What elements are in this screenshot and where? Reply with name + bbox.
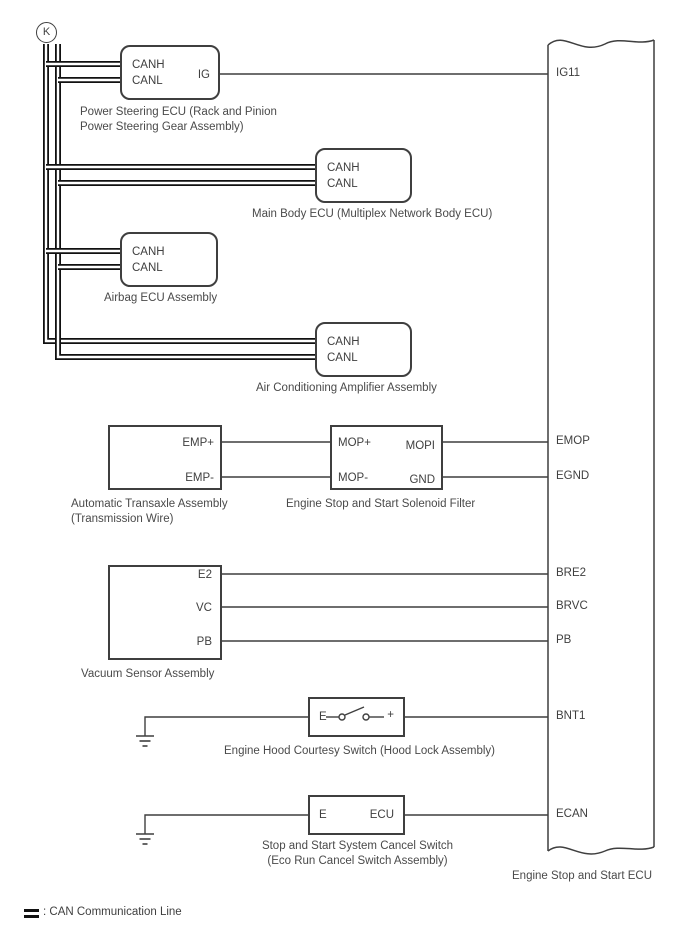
wire-cancel-to-ground: [145, 815, 308, 834]
pin-mop-minus: MOP-: [338, 472, 369, 484]
main-body-ecu-box: [315, 148, 412, 203]
pin-canl: CANL: [327, 352, 358, 364]
main-body-ecu-label-line1: Main Body ECU (Multiplex Network Body ECU): [252, 208, 493, 220]
pin-canh: CANH: [327, 336, 360, 348]
cancel-switch-label-line1: Stop and Start System Cancel Switch: [261, 840, 454, 852]
ecu-pin-bre2: BRE2: [556, 567, 587, 579]
ac-amplifier-box: [315, 322, 412, 377]
solenoid-filter-label-line1: Engine Stop and Start Solenoid Filter: [286, 498, 476, 510]
pin-e2: E2: [197, 569, 212, 581]
can-line-legend-icon: [24, 909, 39, 918]
wire-hood-to-ground: [145, 717, 308, 736]
pin-canh: CANH: [132, 246, 165, 258]
pin-canl: CANL: [132, 75, 163, 87]
pin-gnd: GND: [409, 474, 435, 486]
ecu-pin-brvc: BRVC: [556, 600, 588, 612]
hood-switch-label: [224, 744, 495, 759]
pin-mopi: MOPI: [405, 440, 435, 452]
power-steering-ecu-label-line2: Power Steering Gear Assembly): [80, 121, 244, 133]
power-steering-ecu-label: [80, 105, 277, 135]
pin-canh: CANH: [132, 59, 165, 71]
ecu-top-break: [548, 40, 654, 47]
airbag-ecu-box: [120, 232, 218, 287]
transaxle-label: [71, 497, 228, 527]
cancel-switch-label: [240, 839, 475, 869]
pin-pb: PB: [196, 636, 212, 648]
transaxle-box: [108, 425, 222, 490]
ground-symbol-cancel: [136, 834, 154, 844]
ecu-pin-egnd: EGND: [556, 470, 590, 482]
pin-mop-plus: MOP+: [338, 437, 371, 449]
ecu-pin-ecan: ECAN: [556, 808, 588, 820]
connector-k-label: K: [36, 22, 57, 43]
pin-vc: VC: [196, 602, 212, 614]
vacuum-sensor-label: [81, 667, 214, 682]
solenoid-filter-label: [286, 497, 475, 512]
ecu-pin-ig11: IG11: [556, 67, 581, 79]
ecu-pin-pb: PB: [556, 634, 572, 646]
transaxle-label-line2: (Transmission Wire): [71, 513, 174, 525]
pin-ecu: ECU: [369, 809, 394, 821]
pin-ig: IG: [197, 69, 210, 81]
cancel-switch-box: [308, 795, 405, 835]
pin-canl: CANL: [132, 262, 163, 274]
airbag-ecu-label: [104, 291, 217, 306]
can-line-legend-label: : CAN Communication Line: [43, 906, 182, 918]
ac-amplifier-label-line1: Air Conditioning Amplifier Assembly: [256, 382, 437, 394]
main-body-ecu-label: [252, 207, 492, 222]
vacuum-sensor-label-line1: Vacuum Sensor Assembly: [81, 668, 215, 680]
hood-switch-box: [308, 697, 405, 737]
solenoid-filter-box: [330, 425, 443, 490]
airbag-ecu-label-line1: Airbag ECU Assembly: [104, 292, 218, 304]
pin-e: E: [319, 809, 327, 821]
power-steering-ecu-label-line1: Power Steering ECU (Rack and Pinion: [80, 106, 277, 118]
transaxle-label-line1: Automatic Transaxle Assembly: [71, 498, 228, 510]
ac-amplifier-label: [256, 381, 437, 396]
pin-canl: CANL: [327, 178, 358, 190]
pin-plus: +: [387, 709, 394, 721]
ecu-pin-bnt1: BNT1: [556, 710, 586, 722]
ecu-name-label: [512, 869, 652, 884]
power-steering-ecu-box: [120, 45, 220, 100]
pin-canh: CANH: [327, 162, 360, 174]
ecu-bottom-break: [548, 847, 654, 854]
vacuum-sensor-box: [108, 565, 222, 660]
pin-emp-minus: EMP-: [185, 472, 214, 484]
ecu-pin-emop: EMOP: [556, 435, 590, 447]
pin-emp-plus: EMP+: [182, 437, 214, 449]
ground-symbol-hood: [136, 736, 154, 746]
ecu-name-label-line1: Engine Stop and Start ECU: [512, 870, 652, 882]
pin-e: E: [319, 711, 327, 723]
cancel-switch-label-line2: (Eco Run Cancel Switch Assembly): [267, 855, 448, 867]
hood-switch-label-line1: Engine Hood Courtesy Switch (Hood Lock Assembly): [224, 745, 496, 757]
